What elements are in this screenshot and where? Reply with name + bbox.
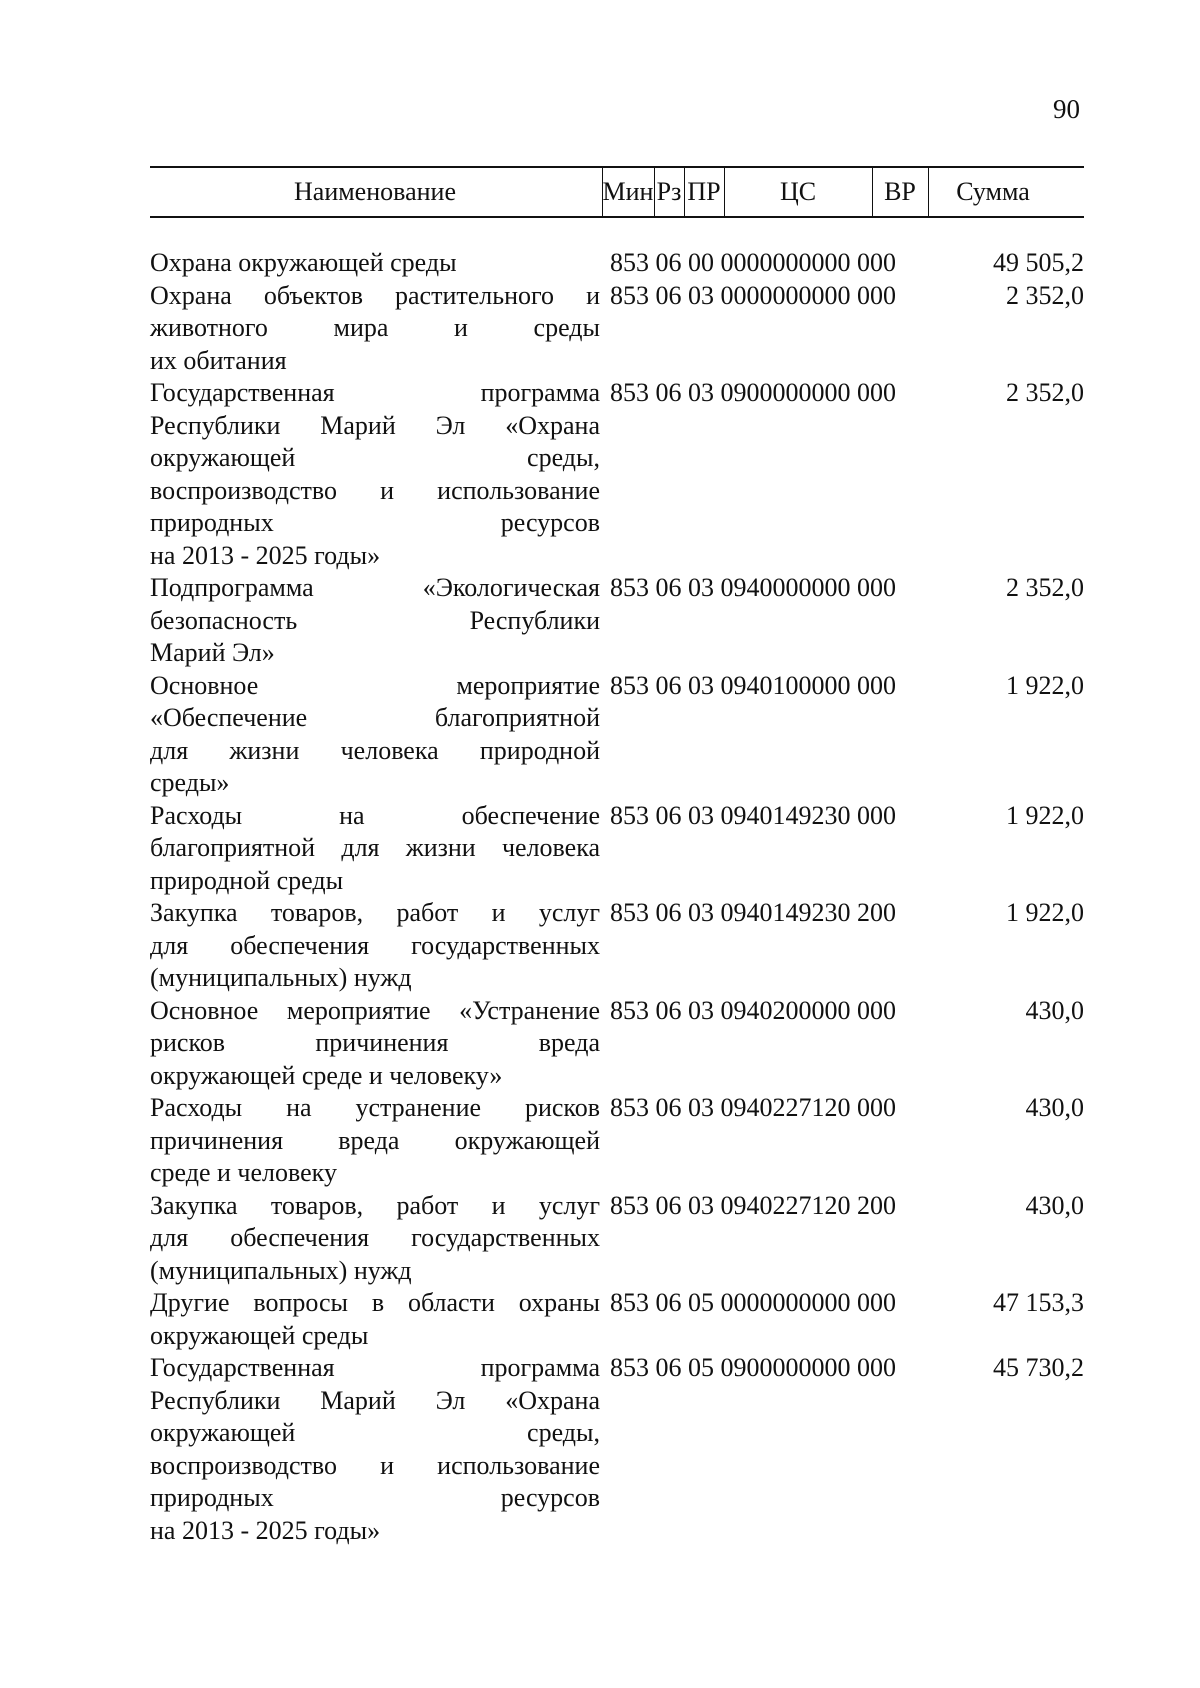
row-rz: 06 (655, 800, 682, 830)
table-body (150, 247, 1084, 1547)
row-name (150, 897, 600, 995)
row-name-line: среде и человеку (150, 1158, 337, 1187)
row-name (150, 800, 600, 898)
row-cs: 0000000000 (720, 1288, 851, 1317)
row-cs: 0940200000 (720, 995, 851, 1025)
row-name-line: Расходы на обеспечение (150, 800, 600, 830)
row-name-line: окружающей среды, (150, 1418, 600, 1447)
row-name-line: для обеспечения государственных (150, 930, 600, 960)
row-codes (610, 1352, 896, 1385)
row-sum: 430,0 (1025, 1190, 1084, 1220)
row-name-line: (муниципальных) нужд (150, 963, 412, 992)
row-name-line: среды» (150, 768, 230, 797)
row-rz: 06 (655, 573, 682, 602)
table-row (150, 995, 1084, 1093)
row-cs: 0000000000 (720, 248, 851, 277)
row-name-line: Закупка товаров, работ и услуг (150, 1190, 600, 1220)
row-codes (610, 377, 896, 410)
row-sum: 430,0 (1025, 995, 1084, 1025)
row-name-line: Подпрограмма «Экологическая (150, 573, 600, 602)
row-cs: 0940100000 (720, 670, 851, 700)
table-header (150, 166, 1084, 218)
row-pr: 03 (688, 670, 714, 700)
row-vr: 000 (857, 378, 896, 407)
row-codes (610, 572, 896, 605)
row-sum: 2 352,0 (1006, 378, 1084, 407)
row-vr: 000 (857, 800, 896, 830)
table-row (150, 247, 1084, 280)
table-row (150, 377, 1084, 572)
header-rz: Рз (656, 177, 682, 206)
row-pr: 03 (688, 1093, 714, 1122)
row-cs: 0940000000 (720, 573, 851, 602)
row-rz: 06 (655, 1190, 682, 1220)
row-name (150, 247, 600, 280)
row-name-line: их обитания (150, 345, 287, 375)
row-codes (610, 897, 896, 930)
row-vr: 200 (857, 898, 896, 927)
row-rz: 06 (655, 378, 682, 407)
row-name-line: Охрана окружающей среды (150, 248, 457, 277)
row-name-line: на 2013 - 2025 годы» (150, 1515, 381, 1545)
row-pr: 03 (688, 280, 714, 310)
row-rz: 06 (655, 1288, 682, 1317)
table-row (150, 1352, 1084, 1547)
budget-table (150, 166, 1084, 1547)
header-pr: ПР (687, 177, 721, 206)
row-name-line: Республики Марий Эл «Охрана (150, 1385, 600, 1415)
row-codes (610, 1190, 896, 1223)
row-name (150, 1092, 600, 1190)
row-min: 853 (610, 573, 649, 602)
row-min: 853 (610, 1190, 649, 1220)
row-min: 853 (610, 1093, 649, 1122)
row-pr: 03 (688, 378, 714, 407)
table-row (150, 897, 1084, 995)
row-cs: 0940227120 (720, 1190, 851, 1220)
row-name-line: Государственная программа (150, 1353, 600, 1382)
row-cs: 0940149230 (720, 898, 851, 927)
row-codes (610, 670, 896, 703)
row-codes (610, 247, 896, 280)
table-row (150, 800, 1084, 898)
row-codes (610, 995, 896, 1028)
row-name-line: Охрана объектов растительного и (150, 280, 600, 310)
row-cs: 0940149230 (720, 800, 851, 830)
row-vr: 200 (857, 1190, 896, 1220)
row-name-line: Закупка товаров, работ и услуг (150, 898, 600, 927)
row-name-line: Другие вопросы в области охраны (150, 1288, 600, 1317)
row-sum: 49 505,2 (993, 248, 1084, 277)
row-sum: 1 922,0 (1006, 898, 1084, 927)
row-name-line: Основное мероприятие (150, 670, 600, 700)
row-cs: 0000000000 (720, 280, 851, 310)
row-name-line: окружающей среды, (150, 443, 600, 472)
page-number: 90 (1053, 94, 1080, 124)
header-cs: ЦС (779, 177, 817, 206)
row-name-line: природных ресурсов (150, 508, 600, 537)
row-min: 853 (610, 800, 649, 830)
table-row (150, 670, 1084, 800)
row-name-line: для обеспечения государственных (150, 1223, 600, 1252)
row-pr: 03 (688, 573, 714, 602)
row-vr: 000 (857, 573, 896, 602)
row-rz: 06 (655, 280, 682, 310)
row-name-line: (муниципальных) нужд (150, 1255, 412, 1285)
row-sum: 1 922,0 (1006, 800, 1084, 830)
row-name (150, 1190, 600, 1288)
row-name (150, 377, 600, 572)
row-name-line: причинения вреда окружающей (150, 1125, 600, 1155)
row-min: 853 (610, 898, 649, 927)
row-pr: 03 (688, 1190, 714, 1220)
table-row (150, 572, 1084, 670)
row-name-line: Марий Эл» (150, 638, 275, 667)
row-min: 853 (610, 248, 649, 277)
row-vr: 000 (857, 1288, 896, 1317)
table-row (150, 1287, 1084, 1352)
row-sum: 47 153,3 (993, 1288, 1084, 1317)
row-sum: 2 352,0 (1006, 573, 1084, 602)
row-cs: 0900000000 (720, 1353, 851, 1382)
row-min: 853 (610, 378, 649, 407)
row-name-line: Государственная программа (150, 378, 600, 407)
row-sum: 1 922,0 (1006, 670, 1084, 700)
row-name-line: воспроизводство и использование (150, 1450, 600, 1480)
row-vr: 000 (857, 1353, 896, 1382)
row-name-line: животного мира и среды (150, 313, 600, 342)
row-name (150, 1352, 600, 1547)
row-name-line: благоприятной для жизни человека (150, 833, 600, 862)
row-name (150, 572, 600, 670)
row-vr: 000 (857, 995, 896, 1025)
row-name-line: окружающей среды (150, 1320, 369, 1350)
row-name-line: природной среды (150, 865, 344, 895)
row-cs: 0940227120 (720, 1093, 851, 1122)
row-name-line: Основное мероприятие «Устранение (150, 995, 600, 1025)
row-name (150, 1287, 600, 1352)
row-rz: 06 (655, 670, 682, 700)
row-min: 853 (610, 670, 649, 700)
row-sum: 430,0 (1025, 1093, 1084, 1122)
row-name (150, 280, 600, 378)
row-codes (610, 1287, 896, 1320)
row-name-line: на 2013 - 2025 годы» (150, 540, 381, 570)
row-vr: 000 (857, 280, 896, 310)
row-name-line: для жизни человека природной (150, 735, 600, 765)
row-name-line: окружающей среде и человеку» (150, 1060, 503, 1090)
table-row (150, 280, 1084, 378)
row-cs: 0900000000 (720, 378, 851, 407)
row-codes (610, 1092, 896, 1125)
header-sum: Сумма (956, 177, 1030, 206)
row-name-line: воспроизводство и использование (150, 475, 600, 505)
row-name-line: «Обеспечение благоприятной (150, 703, 600, 732)
row-pr: 05 (688, 1288, 714, 1317)
row-pr: 03 (688, 800, 714, 830)
row-min: 853 (610, 995, 649, 1025)
row-sum: 45 730,2 (993, 1353, 1084, 1382)
header-vr: ВР (884, 177, 916, 206)
row-name-line: Республики Марий Эл «Охрана (150, 410, 600, 440)
header-min: Мин (602, 177, 654, 206)
row-rz: 06 (655, 1353, 682, 1382)
row-codes (610, 280, 896, 313)
row-rz: 06 (655, 1093, 682, 1122)
row-name-line: рисков причинения вреда (150, 1028, 600, 1057)
row-rz: 06 (655, 248, 682, 277)
row-pr: 03 (688, 995, 714, 1025)
row-vr: 000 (857, 670, 896, 700)
row-name-line: природных ресурсов (150, 1483, 600, 1512)
header-name: Наименование (294, 177, 456, 206)
row-min: 853 (610, 280, 649, 310)
row-name-line: Расходы на устранение рисков (150, 1093, 600, 1122)
row-rz: 06 (655, 995, 682, 1025)
row-vr: 000 (857, 248, 896, 277)
row-sum: 2 352,0 (1006, 280, 1084, 310)
row-min: 853 (610, 1353, 649, 1382)
row-pr: 00 (688, 248, 714, 277)
row-name-line: безопасность Республики (150, 605, 600, 635)
row-pr: 03 (688, 898, 714, 927)
row-name (150, 670, 600, 800)
row-rz: 06 (655, 898, 682, 927)
row-pr: 05 (688, 1353, 714, 1382)
row-name (150, 995, 600, 1093)
table-row (150, 1092, 1084, 1190)
row-codes (610, 800, 896, 833)
table-row (150, 1190, 1084, 1288)
row-min: 853 (610, 1288, 649, 1317)
row-vr: 000 (857, 1093, 896, 1122)
